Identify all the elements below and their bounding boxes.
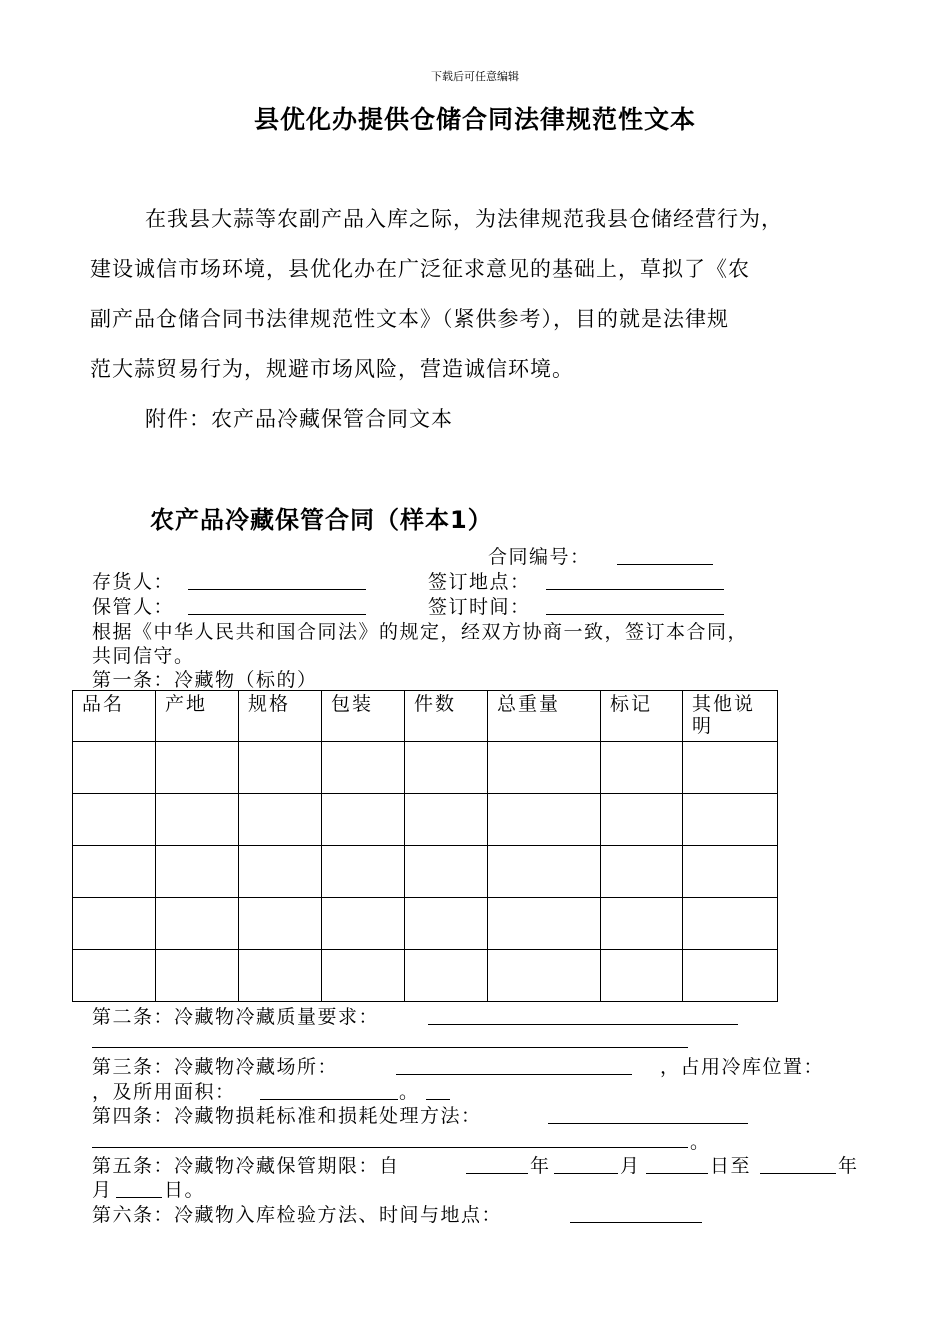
table-cell[interactable] xyxy=(322,898,405,950)
contract-no-label: 合同编号： xyxy=(488,546,591,568)
article-3-line2: ，及所用面积： xyxy=(92,1081,236,1103)
article-3-extra-blank[interactable] xyxy=(426,1099,450,1100)
table-cell[interactable] xyxy=(73,898,156,950)
table-cell[interactable] xyxy=(239,794,322,846)
sample-title: 农产品冷藏保管合同（样本1） xyxy=(150,506,493,534)
table-cell[interactable] xyxy=(488,898,601,950)
table-cell[interactable] xyxy=(239,742,322,794)
table-header-cell: 产地 xyxy=(156,691,239,742)
table-cell[interactable] xyxy=(156,898,239,950)
article-5-day-blank[interactable] xyxy=(646,1173,708,1174)
goods-table xyxy=(72,690,778,1002)
sign-time-blank[interactable] xyxy=(546,614,724,615)
depositor-label: 存货人： xyxy=(92,571,175,593)
sign-time-label: 签订时间： xyxy=(428,596,531,618)
page-header-note: 下载后可任意编辑 xyxy=(431,70,519,83)
table-cell[interactable] xyxy=(601,898,683,950)
table-cell[interactable] xyxy=(73,950,156,1002)
table-cell[interactable] xyxy=(405,794,488,846)
table-cell[interactable] xyxy=(488,950,601,1002)
table-cell[interactable] xyxy=(488,846,601,898)
basis-line-1: 根据《中华人民共和国合同法》的规定，经双方协商一致，签订本合同， xyxy=(92,621,749,643)
table-cell[interactable] xyxy=(683,846,778,898)
article-5-day2: 日。 xyxy=(164,1179,206,1201)
article-5-year2: 年 xyxy=(838,1155,859,1177)
table-cell[interactable] xyxy=(683,742,778,794)
article-4-blank[interactable] xyxy=(548,1123,748,1124)
article-3-place-blank[interactable] xyxy=(396,1074,632,1075)
contract-no-blank[interactable] xyxy=(617,564,713,565)
article-6: 第六条：冷藏物入库检验方法、时间与地点： xyxy=(92,1204,503,1226)
table-cell[interactable] xyxy=(322,794,405,846)
article-4: 第四条：冷藏物损耗标准和损耗处理方法： xyxy=(92,1105,482,1127)
table-cell[interactable] xyxy=(683,898,778,950)
table-cell[interactable] xyxy=(601,846,683,898)
intro-line-2: 建设诚信市场环境，县优化办在广泛征求意见的基础上，草拟了《农 xyxy=(90,257,750,281)
table-cell[interactable] xyxy=(239,846,322,898)
article-1: 第一条：冷藏物（标的） xyxy=(92,669,318,691)
table-cell[interactable] xyxy=(156,742,239,794)
article-5-day-to: 日至 xyxy=(710,1155,752,1177)
document-title: 县优化办提供仓储合同法律规范性文本 xyxy=(253,105,696,134)
article-3-mid: ，占用冷库位置： xyxy=(660,1056,825,1078)
table-row xyxy=(73,846,778,898)
table-cell[interactable] xyxy=(322,846,405,898)
table-header-cell: 总重量 xyxy=(488,691,601,742)
article-2-blank[interactable] xyxy=(428,1024,738,1025)
table-cell[interactable] xyxy=(405,742,488,794)
table-header-cell: 规格 xyxy=(239,691,322,742)
table-header-cell: 品名 xyxy=(73,691,156,742)
article-6-blank[interactable] xyxy=(570,1222,702,1223)
intro-line-1: 在我县大蒜等农副产品入库之际，为法律规范我县仓储经营行为， xyxy=(145,207,783,231)
table-cell[interactable] xyxy=(601,742,683,794)
table-cell[interactable] xyxy=(488,742,601,794)
table-cell[interactable] xyxy=(683,950,778,1002)
attachment-line: 附件：农产品冷藏保管合同文本 xyxy=(145,407,453,431)
sign-place-label: 签订地点： xyxy=(428,571,531,593)
article-5-year: 年 xyxy=(530,1155,551,1177)
table-cell[interactable] xyxy=(322,950,405,1002)
article-3: 第三条：冷藏物冷藏场所： xyxy=(92,1056,339,1078)
depositor-blank[interactable] xyxy=(188,589,366,590)
article-5-year2-blank[interactable] xyxy=(760,1173,836,1174)
table-header-cell: 标记 xyxy=(601,691,683,742)
table-cell[interactable] xyxy=(683,794,778,846)
article-5: 第五条：冷藏物冷藏保管期限：自 xyxy=(92,1155,400,1177)
table-cell[interactable] xyxy=(405,950,488,1002)
table-cell[interactable] xyxy=(73,846,156,898)
intro-line-3: 副产品仓储合同书法律规范性文本》（紧供参考），目的就是法律规 xyxy=(90,307,729,331)
article-5-month2: 月 xyxy=(92,1179,113,1201)
article-4-end: 。 xyxy=(690,1131,711,1153)
table-cell[interactable] xyxy=(73,794,156,846)
intro-line-4: 范大蒜贸易行为，规避市场风险，营造诚信环境。 xyxy=(90,357,574,381)
table-cell[interactable] xyxy=(405,898,488,950)
table-cell[interactable] xyxy=(601,794,683,846)
sign-place-blank[interactable] xyxy=(546,589,724,590)
table-cell[interactable] xyxy=(405,846,488,898)
table-header-row xyxy=(73,691,778,742)
article-5-month: 月 xyxy=(620,1155,641,1177)
table-row xyxy=(73,950,778,1002)
table-cell[interactable] xyxy=(156,794,239,846)
article-2-blank-line2[interactable] xyxy=(92,1047,688,1048)
article-3-area-blank[interactable] xyxy=(260,1099,398,1100)
table-cell[interactable] xyxy=(488,794,601,846)
table-header-cell: 其他说明 xyxy=(683,691,778,742)
table-cell[interactable] xyxy=(156,950,239,1002)
custodian-blank[interactable] xyxy=(188,614,366,615)
table-cell[interactable] xyxy=(322,742,405,794)
article-4-blank-line2[interactable] xyxy=(92,1147,688,1148)
table-cell[interactable] xyxy=(239,950,322,1002)
table-header-cell: 件数 xyxy=(405,691,488,742)
table-row xyxy=(73,742,778,794)
article-5-year-blank[interactable] xyxy=(466,1173,528,1174)
table-cell[interactable] xyxy=(73,742,156,794)
table-row xyxy=(73,898,778,950)
custodian-label: 保管人： xyxy=(92,596,175,618)
table-row xyxy=(73,794,778,846)
table-cell[interactable] xyxy=(156,846,239,898)
table-header-cell: 包装 xyxy=(322,691,405,742)
table-cell[interactable] xyxy=(601,950,683,1002)
article-5-day2-blank[interactable] xyxy=(116,1197,162,1198)
article-5-month-blank[interactable] xyxy=(554,1173,618,1174)
article-3-end: 。 xyxy=(399,1081,420,1103)
article-2: 第二条：冷藏物冷藏质量要求： xyxy=(92,1006,380,1028)
basis-line-2: 共同信守。 xyxy=(92,645,195,667)
table-cell[interactable] xyxy=(239,898,322,950)
